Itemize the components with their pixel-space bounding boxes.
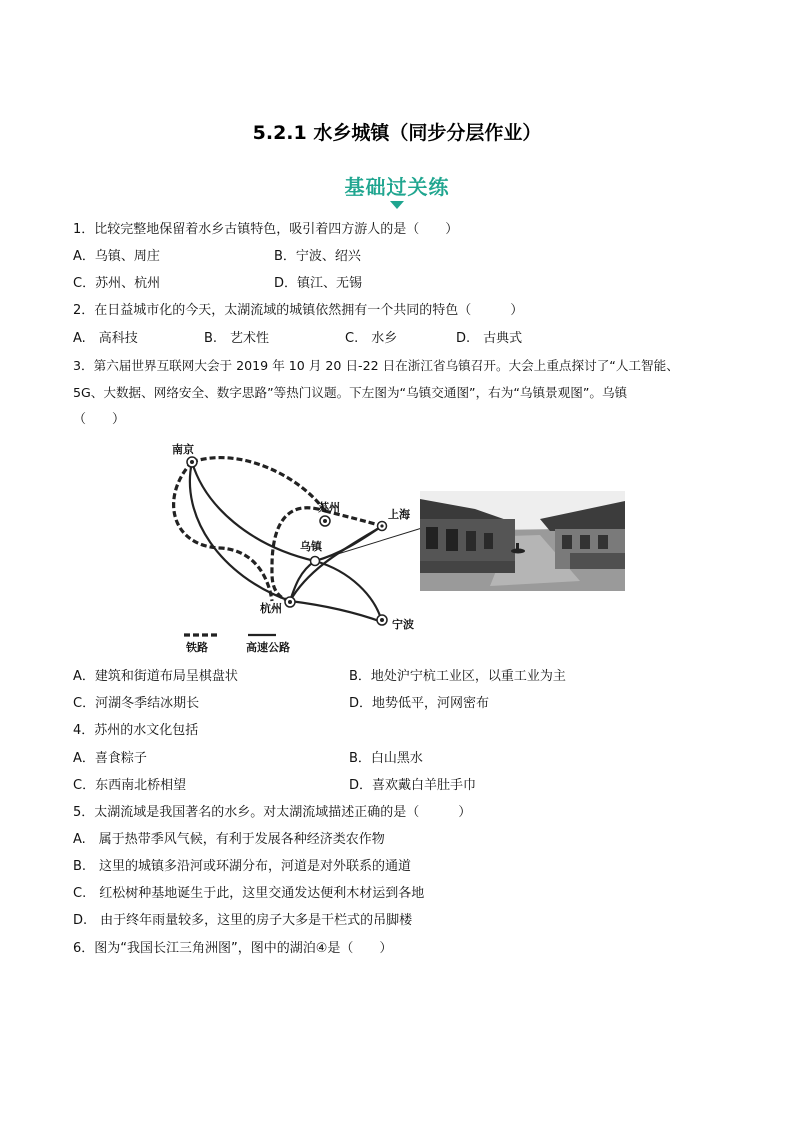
legend-highway-label: 高速公路 [246,641,290,654]
q1-option-a: A．乌镇、周庄 [73,249,160,264]
q1-stem: 1．比较完整地保留着水乡古镇特色，吸引着四方游人的是（ ） [73,222,459,237]
wuzhen-transport-map [160,436,430,658]
city-label-suzhou: 苏州 [318,501,340,514]
wuzhen-landscape-photo [420,491,625,591]
highway-hangzhou-ningbo [290,601,382,622]
q3-option-d: D．地势低平，河网密布 [349,696,490,711]
q5-stem: 5．太湖流域是我国著名的水乡。对太湖流域描述正确的是（ ） [73,805,472,820]
highway-hangzhou-shanghai [290,526,382,601]
section-heading: 基础过关练 [344,175,450,199]
city-label-nanjing: 南京 [172,443,194,456]
railway-nanjing-suzhou [192,458,325,511]
q2-option-c: C. 水乡 [345,331,398,346]
q3-stem-line1: 3．第六届世界互联网大会于 2019 年 10 月 20 日-22 日在浙江省乌镇召开。大会上重点探讨了“人工智能、 [73,358,679,373]
q4-option-a: A．喜食粽子 [73,751,147,766]
q3-stem-line2: 5G、大数据、网络安全、数字思路”等热门议题。下左图为“乌镇交通图”，右为“乌镇景观图”。乌镇 [73,385,628,400]
q3-option-b: B．地处沪宁杭工业区，以重工业为主 [349,669,566,684]
q1-option-d: D．镇江、无锡 [274,276,363,291]
q5-option-d: D. 由于终年雨量较多，这里的房子大多是干栏式的吊脚楼 [73,913,413,928]
q5-option-a: A. 属于热带季风气候，有利于发展各种经济类农作物 [73,832,385,847]
railway-nanjing-loop [174,462,272,601]
map-legend [184,635,290,654]
q5-option-b: B. 这里的城镇多沿河或环湖分布，河道是对外联系的通道 [73,859,412,874]
q1-option-b: B．宁波、绍兴 [274,249,361,264]
q3-option-c: C．河湖冬季结冰期长 [73,696,200,711]
q4-option-c: C．东西南北桥相望 [73,778,187,793]
city-label-ningbo: 宁波 [392,618,414,631]
q2-option-b: B. 艺术性 [204,331,270,346]
section-marker-icon [390,201,404,209]
q4-option-b: B．白山黑水 [349,751,423,766]
q5-option-c: C. 红松树种基地诞生于此，这里交通发达便利木材运到各地 [73,886,425,901]
q3-stem-line3: （ ） [73,412,126,427]
city-label-wuzhen: 乌镇 [300,540,322,553]
q4-stem: 4．苏州的水文化包括 [73,723,199,738]
q2-stem: 2．在日益城市化的今天，太湖流域的城镇依然拥有一个共同的特色（ ） [73,303,524,318]
q2-option-d: D. 古典式 [456,331,523,346]
city-label-hangzhou: 杭州 [260,602,282,615]
q2-option-a: A. 高科技 [73,331,138,346]
city-marker-wuzhen [311,557,320,566]
city-label-shanghai: 上海 [388,508,410,521]
q3-option-a: A．建筑和街道布局呈棋盘状 [73,669,238,684]
legend-railway-label: 铁路 [186,641,208,654]
highway-nanjing-hangzhou [190,462,290,601]
map-photo-connector [315,528,422,561]
q6-stem: 6．图为“我国长江三角洲图”，图中的湖泊④是（ ） [73,941,393,956]
q1-option-c: C．苏州、杭州 [73,276,161,291]
q4-option-d: D．喜欢戴白羊肚手巾 [349,778,477,793]
page-title: 5.2.1 水乡城镇（同步分层作业） [252,122,542,144]
